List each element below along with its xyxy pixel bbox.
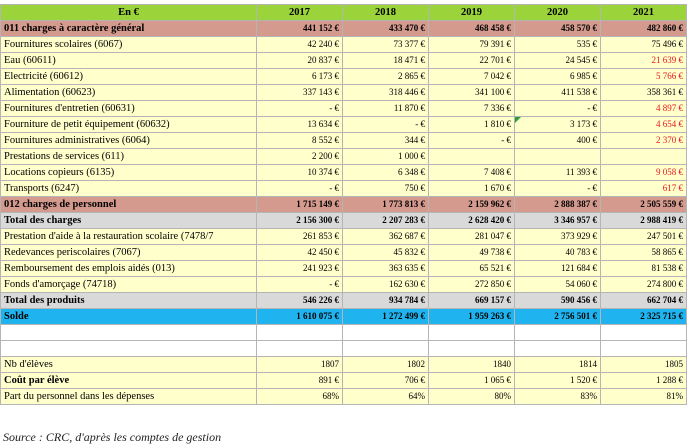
charges-group-row <box>1 21 687 37</box>
produit-row-value[interactable]: 162 630 € <box>343 277 429 293</box>
personnel-group-row-value[interactable]: 1 715 149 € <box>257 197 343 213</box>
charge-row-value[interactable] <box>601 149 687 165</box>
charge-row-label[interactable]: Alimentation (60623) <box>1 85 257 101</box>
charges-group-row-value[interactable]: 441 152 € <box>257 21 343 37</box>
produit-row-label[interactable]: Fonds d'amorçage (74718) <box>1 277 257 293</box>
personnel-group-row-value[interactable]: 2 159 962 € <box>429 197 515 213</box>
charge-row-value[interactable]: 535 € <box>515 37 601 53</box>
personnel-group-row-value[interactable]: 2 888 387 € <box>515 197 601 213</box>
produit-row-value[interactable]: 54 060 € <box>515 277 601 293</box>
charge-row-value[interactable]: 6 348 € <box>343 165 429 181</box>
charge-row-value[interactable]: 400 € <box>515 133 601 149</box>
part-personnel-row-value[interactable]: 80% <box>429 389 515 405</box>
charge-row <box>1 165 687 181</box>
total-produits-row-value[interactable]: 934 784 € <box>343 293 429 309</box>
nb-eleves-row-value[interactable]: 1807 <box>257 357 343 373</box>
charge-row <box>1 149 687 165</box>
empty-cell[interactable] <box>343 325 429 341</box>
charge-row-value[interactable]: 1 000 € <box>343 149 429 165</box>
total-produits-row-label[interactable]: Total des produits <box>1 293 257 309</box>
charge-row <box>1 181 687 197</box>
empty-cell[interactable] <box>515 341 601 357</box>
total-charges-row-value[interactable]: 2 207 283 € <box>343 213 429 229</box>
spacer-row <box>1 341 687 357</box>
empty-cell[interactable] <box>343 341 429 357</box>
charge-row-value[interactable]: 1 810 € <box>429 117 515 133</box>
charge-row-label[interactable]: Fourniture de petit équipement (60632) <box>1 117 257 133</box>
charge-row-value[interactable]: 22 701 € <box>429 53 515 69</box>
produit-row-label[interactable]: Prestation d'aide à la restauration scolaire (7478/7 <box>1 229 257 245</box>
produit-row-value[interactable]: 272 850 € <box>429 277 515 293</box>
charge-row-value[interactable]: 2 200 € <box>257 149 343 165</box>
charge-row <box>1 101 687 117</box>
source-note: Source : CRC, d'après les comptes de gestion <box>3 430 222 444</box>
empty-cell[interactable] <box>429 341 515 357</box>
charge-row-value[interactable]: 79 391 € <box>429 37 515 53</box>
charges-group-row-label[interactable]: 011 charges à caractère général <box>1 21 257 37</box>
cout-eleve-row-value[interactable]: 1 288 € <box>601 373 687 389</box>
solde-row-value[interactable]: 2 756 501 € <box>515 309 601 325</box>
produit-row-value[interactable]: 363 635 € <box>343 261 429 277</box>
charge-row-value[interactable]: 2 370 € <box>601 133 687 149</box>
charge-row-label[interactable]: Fournitures d'entretien (60631) <box>1 101 257 117</box>
charge-row-value[interactable]: 6 173 € <box>257 69 343 85</box>
charge-row-value[interactable]: 73 377 € <box>343 37 429 53</box>
nb-eleves-row-value[interactable]: 1805 <box>601 357 687 373</box>
produit-row-value[interactable]: 281 047 € <box>429 229 515 245</box>
charge-row-value[interactable]: 358 361 € <box>601 85 687 101</box>
charge-row-value[interactable]: 341 100 € <box>429 85 515 101</box>
charge-row-value[interactable]: 24 545 € <box>515 53 601 69</box>
charges-group-row-value[interactable]: 482 860 € <box>601 21 687 37</box>
charge-row-value[interactable]: 4 897 € <box>601 101 687 117</box>
nb-eleves-row-label[interactable]: Nb d'élèves <box>1 357 257 373</box>
produit-row-value[interactable]: 49 738 € <box>429 245 515 261</box>
produit-row-value[interactable]: 40 783 € <box>515 245 601 261</box>
produit-row <box>1 277 687 293</box>
produit-row-label[interactable]: Remboursement des emplois aidés (013) <box>1 261 257 277</box>
charges-group-row-value[interactable]: 433 470 € <box>343 21 429 37</box>
charge-row-value[interactable]: - € <box>429 133 515 149</box>
produit-row-label[interactable]: Redevances periscolaires (7067) <box>1 245 257 261</box>
charges-group-row-value[interactable]: 458 570 € <box>515 21 601 37</box>
empty-cell[interactable] <box>515 325 601 341</box>
charge-row-value[interactable]: 18 471 € <box>343 53 429 69</box>
charge-row-value[interactable]: 10 374 € <box>257 165 343 181</box>
charge-row <box>1 117 687 133</box>
cout-eleve-row-value[interactable]: 1 520 € <box>515 373 601 389</box>
produit-row <box>1 229 687 245</box>
charge-row-value[interactable] <box>429 149 515 165</box>
charge-row-value[interactable]: 8 552 € <box>257 133 343 149</box>
header-unit[interactable]: En € <box>1 5 257 21</box>
charge-row-value[interactable]: 11 870 € <box>343 101 429 117</box>
produit-row-value[interactable]: 58 865 € <box>601 245 687 261</box>
produit-row-value[interactable]: 121 684 € <box>515 261 601 277</box>
part-personnel-row-value[interactable]: 83% <box>515 389 601 405</box>
charge-row-value[interactable]: 4 654 € <box>601 117 687 133</box>
header-row <box>1 5 687 21</box>
charge-row-value[interactable]: 7 336 € <box>429 101 515 117</box>
produit-row-value[interactable]: - € <box>257 277 343 293</box>
produit-row-value[interactable]: 45 832 € <box>343 245 429 261</box>
cout-eleve-row-value[interactable]: 1 065 € <box>429 373 515 389</box>
part-personnel-row-value[interactable]: 64% <box>343 389 429 405</box>
charge-row-value[interactable]: 1 670 € <box>429 181 515 197</box>
part-personnel-row-label[interactable]: Part du personnel dans les dépenses <box>1 389 257 405</box>
solde-row <box>1 309 687 325</box>
charge-row-value[interactable] <box>515 149 601 165</box>
personnel-group-row <box>1 197 687 213</box>
charge-row-label[interactable]: Electricité (60612) <box>1 69 257 85</box>
charge-row-label[interactable]: Eau (60611) <box>1 53 257 69</box>
header-year[interactable]: 2021 <box>601 5 687 21</box>
total-charges-row-value[interactable]: 2 988 419 € <box>601 213 687 229</box>
produit-row-value[interactable]: 373 929 € <box>515 229 601 245</box>
total-produits-row <box>1 293 687 309</box>
charge-row-value[interactable]: 3 173 € <box>515 117 601 133</box>
charge-row-value[interactable]: 9 058 € <box>601 165 687 181</box>
empty-cell[interactable] <box>257 341 343 357</box>
part-personnel-row-value[interactable]: 68% <box>257 389 343 405</box>
charge-row <box>1 69 687 85</box>
header-year[interactable]: 2018 <box>343 5 429 21</box>
personnel-group-row-label[interactable]: 012 charges de personnel <box>1 197 257 213</box>
charge-row-value[interactable]: 7 042 € <box>429 69 515 85</box>
total-charges-row-value[interactable]: 3 346 957 € <box>515 213 601 229</box>
solde-row-value[interactable]: 2 325 715 € <box>601 309 687 325</box>
produit-row-value[interactable]: 261 853 € <box>257 229 343 245</box>
empty-cell[interactable] <box>1 325 257 341</box>
produit-row <box>1 261 687 277</box>
charge-row-value[interactable]: 5 766 € <box>601 69 687 85</box>
cout-eleve-row-label[interactable]: Coût par élève <box>1 373 257 389</box>
produit-row-value[interactable]: 241 923 € <box>257 261 343 277</box>
charge-row-value[interactable]: 6 985 € <box>515 69 601 85</box>
produit-row-value[interactable]: 81 538 € <box>601 261 687 277</box>
solde-row-value[interactable]: 1 959 263 € <box>429 309 515 325</box>
nb-eleves-row-value[interactable]: 1840 <box>429 357 515 373</box>
total-charges-row-label[interactable]: Total des charges <box>1 213 257 229</box>
charge-row-value[interactable]: 750 € <box>343 181 429 197</box>
charge-row-value[interactable]: 337 143 € <box>257 85 343 101</box>
charges-group-row-value[interactable]: 468 458 € <box>429 21 515 37</box>
charge-row-value[interactable]: 617 € <box>601 181 687 197</box>
charge-row-label[interactable]: Fournitures administratives (6064) <box>1 133 257 149</box>
charge-row <box>1 133 687 149</box>
empty-cell[interactable] <box>429 325 515 341</box>
charge-row-value[interactable]: 7 408 € <box>429 165 515 181</box>
produit-row-value[interactable]: 42 450 € <box>257 245 343 261</box>
produit-row-value[interactable]: 65 521 € <box>429 261 515 277</box>
total-produits-row-value[interactable]: 669 157 € <box>429 293 515 309</box>
header-year[interactable]: 2020 <box>515 5 601 21</box>
produit-row <box>1 245 687 261</box>
total-charges-row <box>1 213 687 229</box>
total-produits-row-value[interactable]: 662 704 € <box>601 293 687 309</box>
solde-row-label[interactable]: Solde <box>1 309 257 325</box>
nb-eleves-row-value[interactable]: 1814 <box>515 357 601 373</box>
produit-row-value[interactable]: 247 501 € <box>601 229 687 245</box>
part-personnel-row <box>1 389 687 405</box>
empty-cell[interactable] <box>257 325 343 341</box>
charge-row-value[interactable]: 21 639 € <box>601 53 687 69</box>
charge-row-value[interactable]: 42 240 € <box>257 37 343 53</box>
charge-row-value[interactable]: - € <box>515 181 601 197</box>
part-personnel-row-value[interactable]: 81% <box>601 389 687 405</box>
total-produits-row-value[interactable]: 546 226 € <box>257 293 343 309</box>
total-produits-row-value[interactable]: 590 456 € <box>515 293 601 309</box>
charge-row <box>1 37 687 53</box>
personnel-group-row-value[interactable]: 1 773 813 € <box>343 197 429 213</box>
charge-row-value[interactable]: 11 393 € <box>515 165 601 181</box>
charge-row-value[interactable]: 411 538 € <box>515 85 601 101</box>
cout-eleve-row-value[interactable]: 891 € <box>257 373 343 389</box>
spacer-row <box>1 325 687 341</box>
charge-row <box>1 85 687 101</box>
personnel-group-row-value[interactable]: 2 505 559 € <box>601 197 687 213</box>
charge-row-value[interactable]: - € <box>343 117 429 133</box>
charge-row-label[interactable]: Locations copieurs (6135) <box>1 165 257 181</box>
charge-row-value[interactable]: 75 496 € <box>601 37 687 53</box>
charge-row-value[interactable]: - € <box>257 181 343 197</box>
header-year[interactable]: 2017 <box>257 5 343 21</box>
produit-row-value[interactable]: 362 687 € <box>343 229 429 245</box>
charge-row-label[interactable]: Transports (6247) <box>1 181 257 197</box>
charge-row-value[interactable]: 344 € <box>343 133 429 149</box>
charge-row <box>1 53 687 69</box>
cout-eleve-row <box>1 373 687 389</box>
produit-row-value[interactable]: 274 800 € <box>601 277 687 293</box>
charge-row-label[interactable]: Prestations de services (611) <box>1 149 257 165</box>
nb-eleves-row <box>1 357 687 373</box>
solde-row-value[interactable]: 1 272 499 € <box>343 309 429 325</box>
empty-cell[interactable] <box>601 325 687 341</box>
charge-row-value[interactable]: - € <box>515 101 601 117</box>
charge-row-value[interactable]: 318 446 € <box>343 85 429 101</box>
header-year[interactable]: 2019 <box>429 5 515 21</box>
budget-table <box>0 4 687 405</box>
charge-row-value[interactable]: 2 865 € <box>343 69 429 85</box>
solde-row-value[interactable]: 1 610 075 € <box>257 309 343 325</box>
total-charges-row-value[interactable]: 2 156 300 € <box>257 213 343 229</box>
charge-row-value[interactable]: - € <box>257 101 343 117</box>
charge-row-label[interactable]: Fournitures scolaires (6067) <box>1 37 257 53</box>
charge-row-value[interactable]: 20 837 € <box>257 53 343 69</box>
total-charges-row-value[interactable]: 2 628 420 € <box>429 213 515 229</box>
cout-eleve-row-value[interactable]: 706 € <box>343 373 429 389</box>
nb-eleves-row-value[interactable]: 1802 <box>343 357 429 373</box>
empty-cell[interactable] <box>601 341 687 357</box>
empty-cell[interactable] <box>1 341 257 357</box>
charge-row-value[interactable]: 13 634 € <box>257 117 343 133</box>
